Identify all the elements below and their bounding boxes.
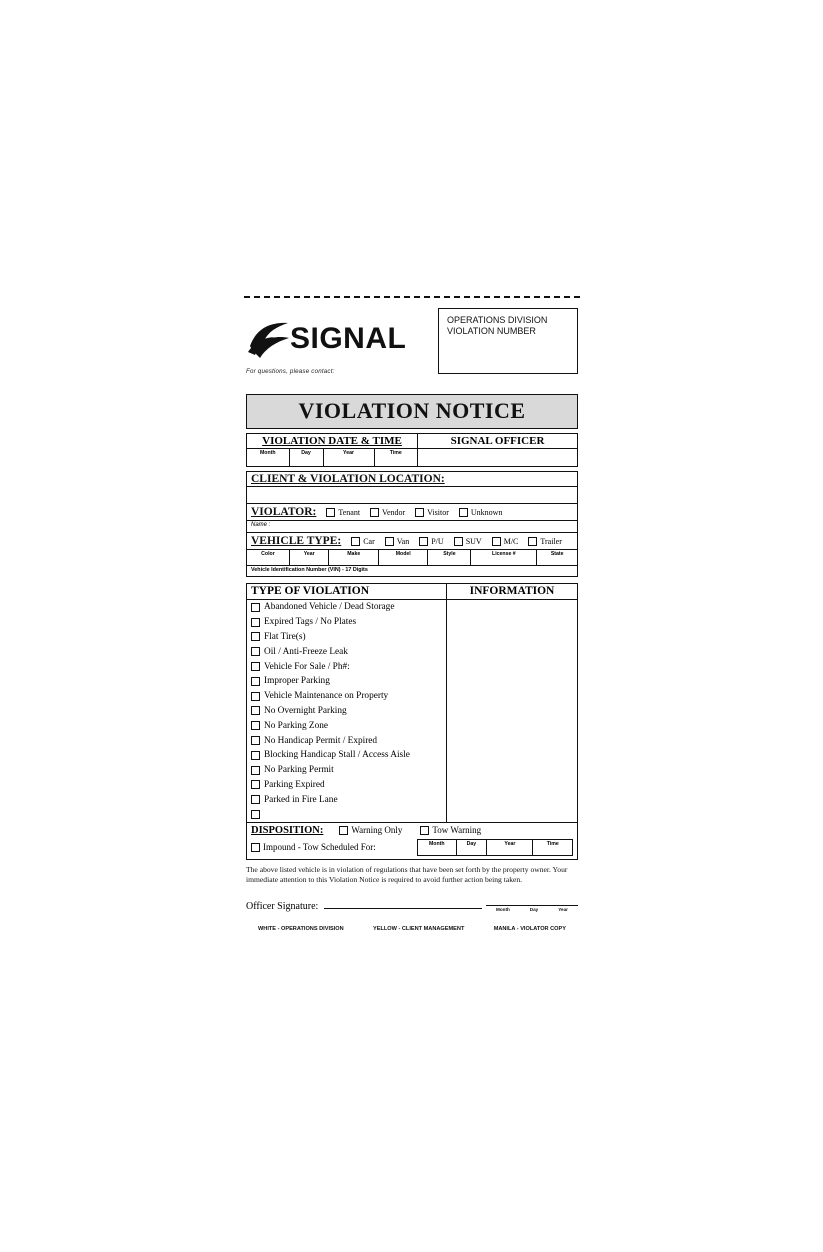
disposition-option-tow-warning-label: Tow Warning (432, 825, 482, 836)
vehicle-option-mc[interactable] (492, 537, 519, 546)
violation-date-time-fields (247, 449, 417, 466)
signature-date-year: Year (558, 907, 568, 913)
violation-table-body (247, 600, 577, 822)
checkbox-icon[interactable] (251, 780, 260, 789)
signature-date-field[interactable] (486, 895, 578, 906)
checkbox-icon[interactable] (251, 618, 260, 627)
vehicle-option-van-label: Van (396, 536, 410, 546)
violation-row[interactable] (247, 615, 446, 630)
violator-options-row (251, 506, 573, 518)
signal-officer-header: SIGNAL OFFICER (418, 434, 577, 449)
disposition-label: DISPOSITION: (251, 824, 324, 836)
signature-field[interactable] (324, 896, 482, 909)
violation-row[interactable] (247, 689, 446, 704)
checkbox-icon[interactable] (251, 810, 260, 819)
vehicle-option-pu[interactable] (419, 537, 443, 546)
vehicle-year-field[interactable]: Year (290, 550, 330, 565)
violation-row[interactable] (247, 659, 446, 674)
violator-option-unknown-label: Unknown (470, 507, 503, 517)
violation-row[interactable] (247, 600, 446, 615)
vehicle-option-trailer-label: Trailer (540, 536, 562, 546)
signature-date-day: Day (529, 907, 539, 913)
violation-row-label: No Parking Permit (264, 765, 334, 776)
signal-swoosh-icon (246, 316, 292, 362)
checkbox-icon[interactable] (326, 508, 335, 517)
violation-number-line2: VIOLATION NUMBER (447, 326, 536, 336)
date-day-field[interactable]: Day (290, 449, 324, 466)
vehicle-option-van[interactable] (385, 537, 409, 546)
client-location-section (246, 471, 578, 504)
disposition-section (246, 823, 578, 860)
checkbox-icon[interactable] (339, 826, 348, 835)
client-location-field[interactable] (247, 486, 577, 503)
violation-table-col1-header: TYPE OF VIOLATION (247, 584, 447, 599)
signature-date-block[interactable] (486, 895, 578, 912)
violator-label: VIOLATOR: (251, 506, 317, 518)
checkbox-icon[interactable] (251, 766, 260, 775)
form-header (246, 308, 578, 388)
vehicle-make-field[interactable]: Make (329, 550, 379, 565)
vehicle-section (246, 533, 578, 577)
signature-row (246, 895, 578, 912)
disposition-option-impound-label: Impound - Tow Scheduled For: (263, 842, 376, 853)
violation-row-label: Abandoned Vehicle / Dead Storage (264, 602, 395, 613)
checkbox-icon[interactable] (528, 537, 537, 546)
violation-row[interactable] (247, 630, 446, 645)
disposition-option-warning-only-label: Warning Only (351, 825, 403, 836)
violation-date-time-header: VIOLATION DATE & TIME (247, 434, 417, 449)
checkbox-icon[interactable] (251, 677, 260, 686)
violation-row-label: No Handicap Permit / Expired (264, 735, 378, 746)
checkbox-icon[interactable] (251, 662, 260, 671)
perforation-line (244, 296, 580, 298)
checkbox-icon[interactable] (251, 647, 260, 656)
checkbox-icon[interactable] (251, 706, 260, 715)
violator-option-visitor[interactable] (415, 508, 449, 517)
checkbox-icon[interactable] (492, 537, 501, 546)
violation-row-label: Improper Parking (264, 676, 330, 687)
violator-option-vendor[interactable] (370, 508, 405, 517)
disposition-option-warning-only[interactable] (339, 825, 402, 835)
violator-name-field[interactable]: Name : (247, 520, 577, 532)
signature-date-month: Month (496, 907, 510, 913)
copy-yellow: YELLOW - CLIENT MANAGEMENT (373, 926, 465, 933)
tow-year-field[interactable]: Year (487, 840, 533, 855)
signal-officer-block (418, 433, 578, 467)
violation-information-field[interactable] (447, 600, 577, 822)
vehicle-options-row (251, 535, 573, 547)
copy-white: WHITE - OPERATIONS DIVISION (258, 926, 344, 933)
disposition-row-warnings (251, 825, 573, 836)
brand-block (246, 308, 431, 375)
brand-tagline: For questions, please contact: (246, 368, 335, 375)
checkbox-icon[interactable] (251, 843, 260, 852)
violation-type-list (247, 600, 447, 822)
vehicle-option-suv[interactable] (454, 537, 482, 546)
tow-day-field[interactable]: Day (457, 840, 488, 855)
checkbox-icon[interactable] (385, 537, 394, 546)
violator-option-tenant[interactable] (326, 508, 360, 517)
violation-row-label: Parking Expired (264, 779, 325, 790)
checkbox-icon[interactable] (251, 751, 260, 760)
copy-manila: MANILA - VIOLATOR COPY (493, 926, 566, 933)
violation-row-label: Expired Tags / No Plates (264, 617, 357, 628)
date-time-field[interactable]: Time (389, 450, 402, 456)
tow-schedule-box (417, 839, 573, 856)
date-officer-row (246, 433, 578, 467)
violator-section (246, 504, 578, 533)
vehicle-style-field[interactable]: Style (428, 550, 471, 565)
checkbox-icon[interactable] (251, 692, 260, 701)
violation-row-blank[interactable] (247, 807, 446, 822)
vehicle-option-car[interactable] (351, 537, 375, 546)
violator-option-vendor-label: Vendor (382, 507, 406, 517)
violation-row[interactable] (247, 778, 446, 793)
date-year-field[interactable]: Year (324, 449, 375, 466)
vehicle-option-mc-label: M/C (503, 536, 519, 546)
violation-row-label: Vehicle Maintenance on Property (264, 691, 389, 702)
vehicle-type-label: VEHICLE TYPE: (251, 535, 342, 547)
form-inner (246, 308, 578, 932)
checkbox-icon[interactable] (415, 508, 424, 517)
violation-row[interactable] (247, 718, 446, 733)
legal-text: The above listed vehicle is in violation of regulations that have been set forth by the property owner. Your immediate attention to this Violation Notice is required to avoid further action being taken. (246, 864, 568, 884)
violation-notice-form (236, 228, 588, 1014)
vehicle-option-car-label: Car (363, 536, 375, 546)
violator-option-tenant-label: Tenant (338, 507, 361, 517)
copy-distribution (246, 926, 578, 932)
violation-row-label: Flat Tire(s) (264, 631, 306, 642)
form-title: VIOLATION NOTICE (246, 394, 578, 429)
disposition-row-impound (251, 839, 573, 856)
violation-row-label: Vehicle For Sale / Ph#: (264, 661, 350, 672)
violation-type-table (246, 583, 578, 823)
violation-table-col2-header: INFORMATION (469, 585, 555, 597)
violation-row-label: No Parking Zone (264, 720, 329, 731)
violation-number-box[interactable] (438, 308, 578, 374)
violation-row-label: Blocking Handicap Stall / Access Aisle (264, 750, 410, 761)
checkbox-icon[interactable] (420, 826, 429, 835)
signal-officer-field[interactable] (418, 449, 577, 466)
violation-row[interactable] (247, 792, 446, 807)
violation-row-label: Parked in Fire Lane (264, 794, 338, 805)
violation-row[interactable] (247, 733, 446, 748)
violation-date-time-block (246, 433, 418, 467)
checkbox-icon[interactable] (251, 795, 260, 804)
disposition-option-impound[interactable] (251, 842, 376, 852)
brand-mark (246, 316, 431, 362)
checkbox-icon[interactable] (251, 603, 260, 612)
vehicle-model-field[interactable]: Model (379, 550, 429, 565)
date-month-field[interactable]: Month (247, 449, 290, 466)
vehicle-option-suv-label: SUV (465, 536, 482, 546)
tow-schedule-headers (418, 840, 572, 855)
violation-row-label: No Overnight Parking (264, 705, 347, 716)
vehicle-state-field[interactable]: State (550, 551, 564, 557)
tow-time-field[interactable]: Time (546, 840, 559, 847)
brand-name: SIGNAL (290, 322, 407, 355)
violation-row[interactable] (247, 674, 446, 689)
vehicle-detail-fields (247, 549, 577, 565)
checkbox-icon[interactable] (351, 537, 360, 546)
checkbox-icon[interactable] (251, 721, 260, 730)
violation-row[interactable] (247, 704, 446, 719)
vehicle-option-pu-label: P/U (431, 536, 444, 546)
vehicle-option-trailer[interactable] (528, 537, 561, 546)
vehicle-vin-field[interactable]: Vehicle Identification Number (VIN) - 17 Digits (247, 565, 577, 576)
violation-table-header (247, 584, 577, 600)
violator-option-visitor-label: Visitor (427, 507, 449, 517)
vehicle-color-field[interactable]: Color (247, 550, 290, 565)
violation-row[interactable] (247, 644, 446, 659)
checkbox-icon[interactable] (251, 632, 260, 641)
vehicle-license-field[interactable]: License # (471, 550, 537, 565)
checkbox-icon[interactable] (251, 736, 260, 745)
checkbox-icon[interactable] (454, 537, 463, 546)
violator-option-unknown[interactable] (459, 508, 503, 517)
checkbox-icon[interactable] (459, 508, 468, 517)
violation-row-label: Oil / Anti-Freeze Leak (264, 646, 348, 657)
checkbox-icon[interactable] (370, 508, 379, 517)
tow-month-field[interactable]: Month (418, 840, 457, 855)
violation-row[interactable] (247, 763, 446, 778)
signature-date-ticks (486, 906, 578, 912)
checkbox-icon[interactable] (419, 537, 428, 546)
signature-label: Officer Signature: (246, 901, 319, 913)
violation-number-line1: OPERATIONS DIVISION (447, 315, 548, 325)
violation-row[interactable] (247, 748, 446, 763)
client-location-label: CLIENT & VIOLATION LOCATION: (251, 473, 445, 485)
disposition-option-tow-warning[interactable] (420, 825, 481, 835)
